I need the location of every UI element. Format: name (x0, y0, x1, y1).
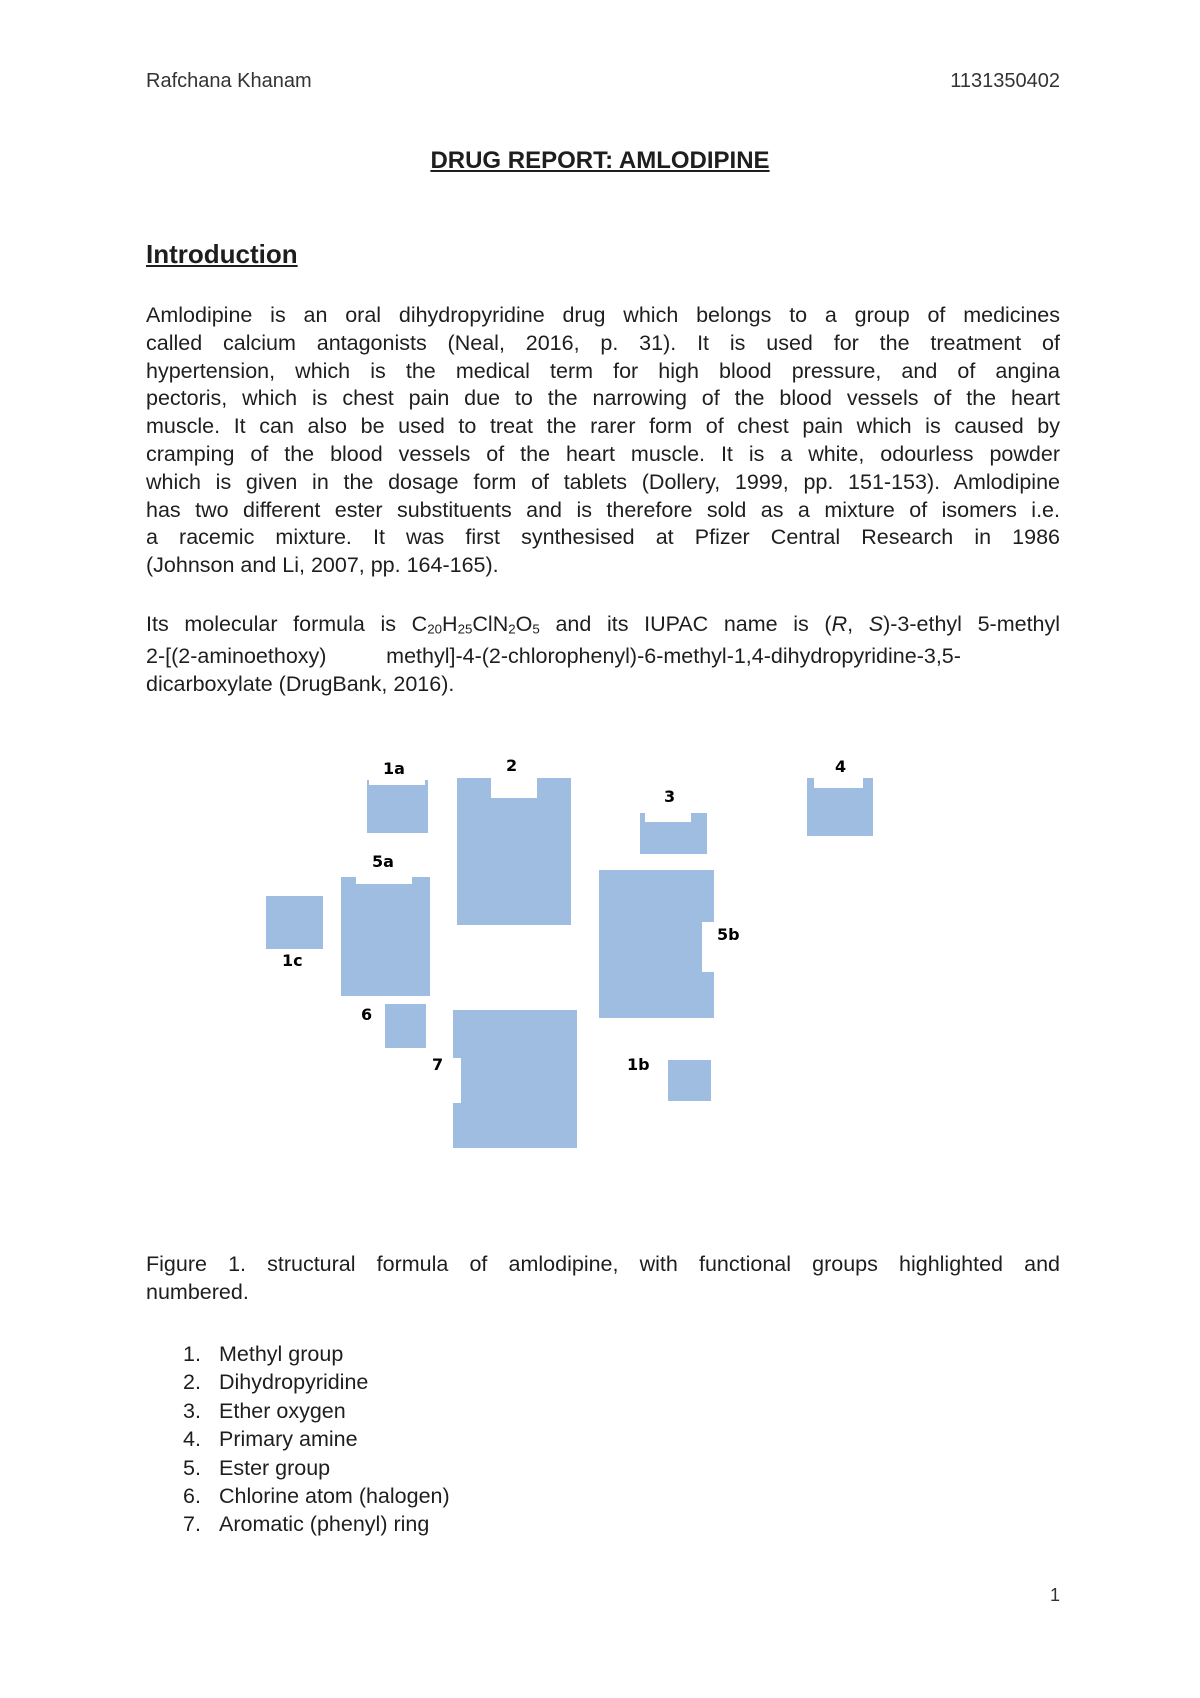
formula-c: C (411, 612, 428, 636)
label-1c: 1c (282, 951, 303, 970)
caption-line: Figure 1. structural formula of amlodipine, with functional groups highlighted and (146, 1252, 1060, 1276)
paragraph-line: called calcium antagonists (Neal, 2016, p. 31). It is used for the treatment of (146, 330, 1060, 355)
label-5b: 5b (717, 925, 740, 944)
list-item-number: 3. (183, 1398, 201, 1423)
group-6-highlight (385, 1004, 426, 1048)
paragraph-line: (Johnson and Li, 2007, pp. 164-165). (146, 553, 499, 578)
iupac-intro: and its IUPAC name is ( (539, 612, 832, 636)
paragraph-line: pectoris, which is chest pain due to the narrowing of the blood vessels of the heart (146, 386, 1060, 411)
paragraph-line: has two different ester substituents and is therefore sold as a mixture of isomers i.e. (146, 497, 1060, 522)
formula-h: H (442, 612, 458, 636)
label-6: 6 (361, 1005, 373, 1024)
formula-intro: Its molecular formula is (146, 612, 412, 636)
list-item-text: Ether oxygen (219, 1398, 346, 1423)
figure-caption (146, 1251, 1060, 1307)
group-2-highlight (457, 778, 571, 925)
label-4: 4 (835, 757, 847, 776)
list-item-number: 6. (183, 1484, 201, 1509)
label-5a: 5a (372, 852, 394, 871)
iupac-line-2: 2-[(2-aminoethoxy) methyl]-4-(2-chlorophenyl)-6-methyl-1,4-dihydropyridine-3,5- (146, 644, 961, 669)
paragraph-line: a racemic mixture. It was first synthesised at Pfizer Central Research in 1986 (146, 525, 1060, 550)
paragraph-line: which is given in the dosage form of tablets (Dollery, 1999, pp. 151-153). Amlodipine (146, 469, 1060, 494)
formula-h-sub: 25 (457, 621, 473, 637)
document-title: DRUG REPORT: AMLODIPINE (430, 147, 770, 174)
list-item-number: 7. (183, 1512, 201, 1537)
introduction-paragraph (146, 302, 1060, 580)
list-item (183, 1340, 450, 1368)
list-item (183, 1425, 450, 1453)
header-student-id: 1131350402 (950, 70, 1060, 92)
list-item-number: 4. (183, 1427, 201, 1452)
list-item (183, 1368, 450, 1396)
list-item-text: Ester group (219, 1455, 331, 1480)
page-number: 1 (1049, 1585, 1060, 1605)
list-item-number: 5. (183, 1455, 201, 1480)
group-7-highlight (453, 1010, 577, 1148)
formula-cln: ClN (472, 612, 509, 636)
list-item-text: Primary amine (219, 1427, 358, 1452)
label-7: 7 (432, 1055, 444, 1074)
list-item-text: Dihydropyridine (219, 1370, 369, 1395)
formula-o-sub: 5 (532, 621, 540, 637)
label-1b: 1b (627, 1055, 650, 1074)
label-2: 2 (506, 756, 518, 775)
label-1a: 1a (383, 759, 405, 778)
list-item (183, 1510, 450, 1538)
formula-o: O (515, 612, 533, 636)
paragraph-line: hypertension, which is the medical term for high blood pressure, and of angina (146, 358, 1060, 383)
list-item-text: Aromatic (phenyl) ring (219, 1512, 430, 1537)
group-3-highlight (640, 813, 707, 854)
paragraph-line: cramping of the blood vessels of the heart muscle. It is a white, odourless powder (146, 441, 1060, 466)
formula-line (146, 611, 1060, 643)
label-3: 3 (664, 787, 676, 806)
list-item (183, 1482, 450, 1510)
list-item-number: 2. (183, 1370, 201, 1395)
structure-figure (0, 730, 1200, 1170)
list-item (183, 1454, 450, 1482)
group-1a-highlight (367, 780, 428, 833)
group-5a-highlight (341, 877, 430, 996)
group-4-highlight (807, 778, 873, 836)
functional-groups-list (183, 1340, 450, 1539)
list-item (183, 1397, 450, 1425)
caption-line: numbered. (146, 1279, 249, 1304)
group-1b-highlight (668, 1060, 711, 1101)
iupac-r: R (831, 612, 848, 636)
highlight-regions (266, 778, 873, 1148)
formula-c-sub: 20 (427, 621, 443, 637)
iupac-sep: , (847, 612, 869, 636)
paragraph-line: Amlodipine is an oral dihydropyridine drug which belongs to a group of medicines (146, 303, 1060, 327)
group-5b-highlight (599, 870, 714, 1018)
iupac-s: S (868, 612, 884, 636)
formula-paragraph (146, 611, 1060, 699)
list-item-number: 1. (183, 1342, 201, 1366)
header-author: Rafchana Khanam (146, 70, 312, 92)
group-1c-highlight (266, 896, 323, 949)
formula-n-sub: 2 (508, 621, 516, 637)
paragraph-line: muscle. It can also be used to treat the rarer form of chest pain which is caused by (146, 414, 1060, 439)
iupac-line-3: dicarboxylate (DrugBank, 2016). (146, 672, 455, 697)
list-item-text: Chlorine atom (halogen) (219, 1484, 450, 1509)
list-item-text: Methyl group (219, 1342, 344, 1366)
introduction-heading: Introduction (146, 239, 298, 269)
iupac-rest: )-3-ethyl 5-methyl (883, 612, 1061, 636)
molecular-formula (412, 612, 540, 636)
